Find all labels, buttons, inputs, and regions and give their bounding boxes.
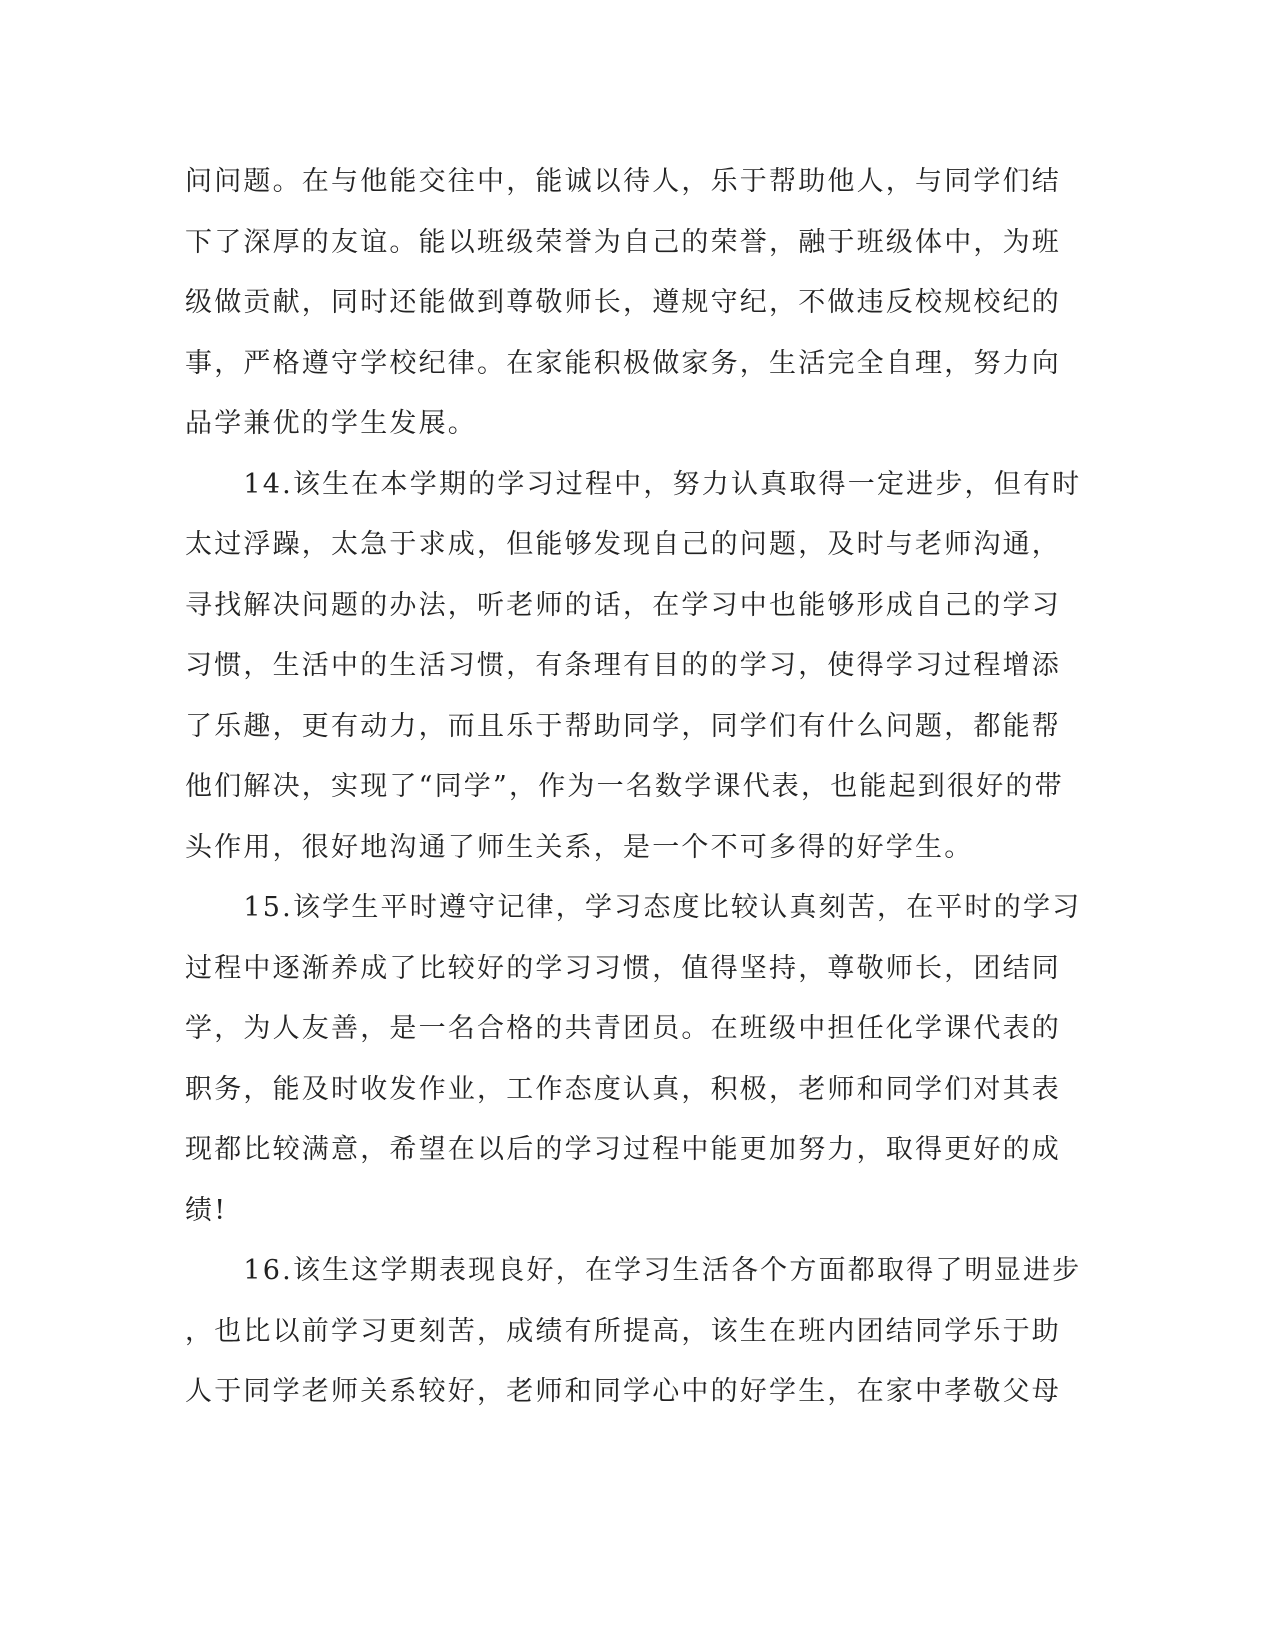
text-line: 学，为人友善，是一名合格的共青团员。在班级中担任化学课代表的 bbox=[185, 1013, 1061, 1044]
text-line: 品学兼优的学生发展。 bbox=[185, 408, 477, 439]
text-line: 人于同学老师关系较好，老师和同学心中的好学生，在家中孝敬父母 bbox=[185, 1376, 1061, 1407]
text-line: 太过浮躁，太急于求成，但能够发现自己的问题，及时与老师沟通， bbox=[185, 529, 1061, 560]
body-text bbox=[185, 152, 1082, 1423]
text-line: 级做贡献，同时还能做到尊敬师长，遵规守纪，不做违反校规校纪的 bbox=[185, 287, 1061, 318]
text-line: ，也比以前学习更刻苦，成绩有所提高，该生在班内团结同学乐于助 bbox=[185, 1315, 1061, 1347]
text-line: 寻找解决问题的办法，听老师的话，在学习中也能够形成自己的学习 bbox=[185, 589, 1061, 621]
text-line: 头作用，很好地沟通了师生关系，是一个不可多得的好学生。 bbox=[185, 831, 974, 863]
text-line: 了乐趣，更有动力，而且乐于帮助同学，同学们有什么问题，都能帮 bbox=[185, 710, 1061, 742]
text-line: 绩! bbox=[185, 1194, 228, 1226]
paragraph-15-start: 15.该学生平时遵守记律，学习态度比较认真刻苦，在平时的学习 bbox=[185, 892, 1082, 923]
text-line: 职务，能及时收发作业，工作态度认真，积极，老师和同学们对其表 bbox=[185, 1073, 1061, 1105]
text-line: 习惯，生活中的生活习惯，有条理有目的的学习，使得学习过程增添 bbox=[185, 650, 1061, 681]
paragraph-14-start: 14.该生在本学期的学习过程中，努力认真取得一定进步，但有时 bbox=[185, 468, 1082, 500]
text-line: 事，严格遵守学校纪律。在家能积极做家务，生活完全自理，努力向 bbox=[185, 347, 1061, 379]
text-line: 过程中逐渐养成了比较好的学习习惯，值得坚持，尊敬师长，团结同 bbox=[185, 952, 1061, 984]
paragraph-16-start: 16.该生这学期表现良好，在学习生活各个方面都取得了明显进步 bbox=[185, 1255, 1082, 1286]
text-line: 下了深厚的友谊。能以班级荣誉为自己的荣誉，融于班级体中，为班 bbox=[185, 226, 1061, 258]
text-line: 现都比较满意，希望在以后的学习过程中能更加努力，取得更好的成 bbox=[185, 1134, 1061, 1165]
text-line: 他们解决，实现了“同学”，作为一名数学课代表，也能起到很好的带 bbox=[185, 771, 1064, 802]
text-line: 问问题。在与他能交往中，能诚以待人，乐于帮助他人，与同学们结 bbox=[185, 166, 1061, 197]
